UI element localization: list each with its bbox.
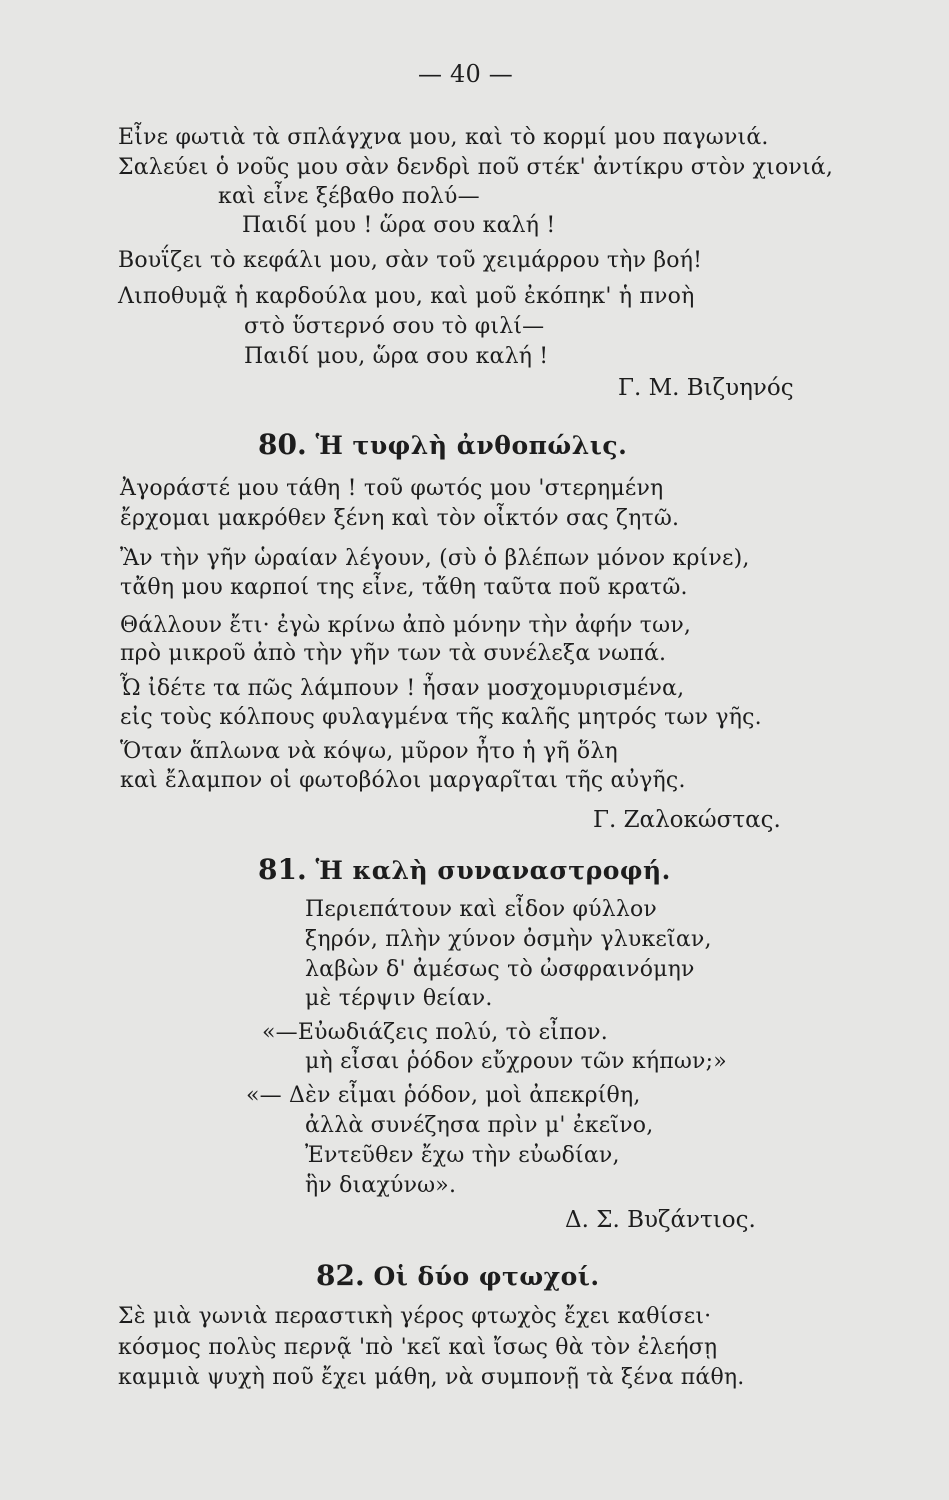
poem-line: Ἀγοράστέ μου τάθη ! τοῦ φωτός μου 'στερημένη <box>120 476 664 501</box>
poem-line: Σὲ μιὰ γωνιὰ περαστικὴ γέρος φτωχὸς ἔχει καθίσει· <box>118 1304 712 1329</box>
poem-author: Γ. Ζαλοκώστας. <box>593 807 781 833</box>
poem-line: εἰς τοὺς κόλπους φυλαγμένα τῆς καλῆς μητρός των γῆς. <box>120 705 762 730</box>
poem-heading <box>316 1261 600 1292</box>
poem-line: κόσμος πολὺς περνᾷ 'πὸ 'κεῖ καὶ ἴσως θὰ τὸν ἐλεήσῃ <box>118 1335 718 1360</box>
poem-line: Παιδί μου ! ὥρα σου καλή ! <box>242 213 556 238</box>
poem-line: Βουΐζει τὸ κεφάλι μου, σὰν τοῦ χειμάρρου τὴν βοή! <box>118 248 703 273</box>
poem-line: στὸ ὕστερνό σου τὸ φιλί— <box>244 314 545 339</box>
poem-line: πρὸ μικροῦ ἀπὸ τὴν γῆν των τὰ συνέλεξα νωπά. <box>120 641 667 666</box>
poem-title: Οἱ δύο φτωχοί. <box>373 1262 600 1291</box>
poem-line: Εἶνε φωτιὰ τὰ σπλάγχνα μου, καὶ τὸ κορμί μου παγωνιά. <box>118 125 769 150</box>
poem-title: Ἡ καλὴ συναναστροφή. <box>315 856 671 885</box>
poem-author: Δ. Σ. Βυζάντιος. <box>565 1207 756 1233</box>
poem-line: Ὦ ἰδέτε τα πῶς λάμπουν ! ἦσαν μοσχομυρισμένα, <box>120 676 685 701</box>
poem-line: Περιεπάτουν καὶ εἶδον φύλλον <box>305 897 658 922</box>
poem-line: ξηρόν, πλὴν χύνον ὀσμὴν γλυκεῖαν, <box>305 927 712 952</box>
poem-line: Θάλλουν ἔτι· ἐγὼ κρίνω ἀπὸ μόνην τὴν ἀφήν των, <box>120 613 692 638</box>
poem-line: ἣν διαχύνω». <box>305 1173 457 1198</box>
poem-line: Ἂν τὴν γῆν ὡραίαν λέγουν, (σὺ ὁ βλέπων μόνον κρίνε), <box>120 546 750 571</box>
poem-author: Γ. Μ. Βιζυηνός <box>618 375 794 401</box>
poem-line: μὲ τέρψιν θείαν. <box>305 986 493 1011</box>
poem-line: Ὅταν ἅπλωνα νὰ κόψω, μῦρον ἦτο ἡ γῆ ὅλη <box>120 739 618 764</box>
poem-line: Σαλεύει ὁ νοῦς μου σὰν δενδρὶ ποῦ στέκ' ἀντίκρυ στὸν χιονιά, <box>118 155 834 180</box>
poem-line: καὶ εἶνε ξέβαθο πολύ— <box>218 184 480 209</box>
poem-line: λαβὼν δ' ἀμέσως τὸ ὠσφραινόμην <box>305 957 695 982</box>
poem-line: τἄθη μου καρποί της εἶνε, τἄθη ταῦτα ποῦ κρατῶ. <box>120 575 688 600</box>
poem-line: μὴ εἶσαι ῥόδον εὔχρουν τῶν κήπων;» <box>305 1049 727 1074</box>
poem-line: Ἐντεῦθεν ἔχω τὴν εὐωδίαν, <box>305 1143 620 1168</box>
poem-number: 80. <box>258 428 307 461</box>
poem-line: καὶ ἔλαμπον οἱ φωτοβόλοι μαργαρῖται τῆς αὐγῆς. <box>120 768 686 793</box>
poem-line: ἀλλὰ συνέζησα πρὶν μ' ἐκεῖνο, <box>305 1113 654 1138</box>
poem-line: «— Δὲν εἶμαι ῥόδον, μοὶ ἀπεκρίθη, <box>246 1083 641 1108</box>
page-number: — 40 — <box>418 60 513 88</box>
poem-line: ἔρχομαι μακρόθεν ξένη καὶ τὸν οἶκτόν σας ζητῶ. <box>120 506 680 531</box>
poem-number: 81. <box>258 853 307 886</box>
poem-number: 82. <box>316 1259 365 1292</box>
poem-title: Ἡ τυφλὴ ἀνθοπώλις. <box>315 431 628 460</box>
poem-line: Παιδί μου, ὥρα σου καλή ! <box>244 344 549 369</box>
poem-line: καμμιὰ ψυχὴ ποῦ ἔχει μάθη, νὰ συμπονῇ τὰ ξένα πάθη. <box>118 1365 745 1390</box>
poem-line: Λιποθυμᾷ ἡ καρδούλα μου, καὶ μοῦ ἐκόπηκ' ἡ πνοὴ <box>118 284 695 309</box>
poem-heading <box>258 430 627 461</box>
poem-line: «—Εὐωδιάζεις πολύ, τὸ εἶπον. <box>262 1020 608 1045</box>
poem-heading <box>258 855 671 886</box>
